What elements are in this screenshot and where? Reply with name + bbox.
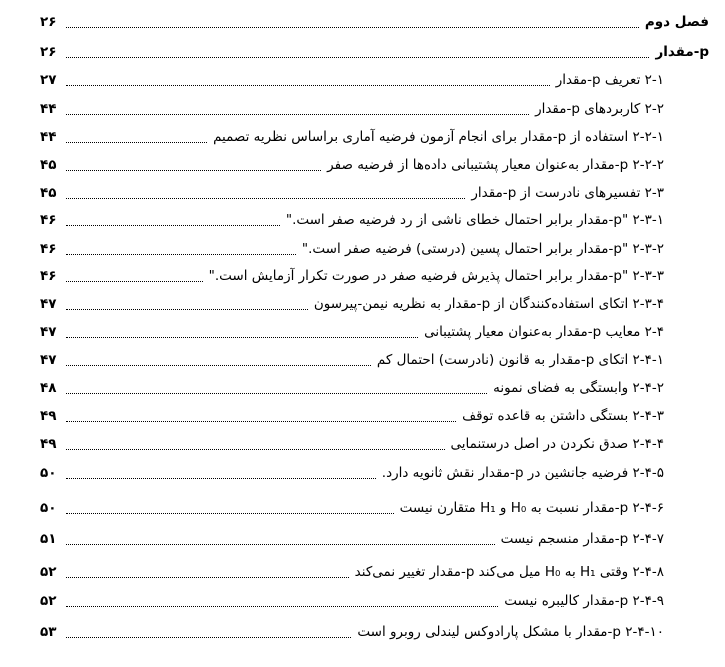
- toc-entry[interactable]: [0, 432, 725, 456]
- toc-entry-title: ۲-۴-۷ p-مقدار منسجم نیست: [497, 529, 664, 549]
- toc-entry-page-number: ۵۱: [40, 531, 57, 547]
- toc-entry-title: ۲-۲ کاربردهای p-مقدار: [531, 99, 664, 119]
- dot-leader: [66, 606, 498, 607]
- dot-leader: [66, 85, 550, 86]
- toc-entry-title: ۲-۳-۱ "p-مقدار برابر احتمال خطای ناشی از رد فرضیه صفر است.": [282, 210, 664, 230]
- toc-entry-title: ۲-۴-۵ فرضیه جانشین در p-مقدار نقش ثانویه دارد.: [378, 463, 664, 483]
- toc-entry-title: ۲-۴-۲ وابستگی به فضای نمونه: [489, 378, 664, 398]
- toc-entry-page-number: ۴۷: [40, 324, 57, 340]
- toc-entry-title: ۲-۴-۱۰ p-مقدار با مشکل پارادوکس لیندلی روبرو است: [353, 622, 664, 642]
- toc-entry[interactable]: [0, 589, 725, 613]
- toc-entry-page-number: ۴۶: [40, 212, 57, 228]
- dot-leader: [66, 449, 445, 450]
- toc-entry-page-number: ۲۷: [40, 72, 57, 88]
- dot-leader: [66, 281, 203, 282]
- dot-leader: [66, 365, 371, 366]
- dot-leader: [66, 142, 207, 143]
- toc-entry-page-number: ۵۳: [40, 624, 57, 640]
- toc-entry[interactable]: [0, 68, 725, 92]
- toc-entry-title: ۲-۳-۴ اتکای استفاده‌کنندگان از p-مقدار به نظریه نیمن-پیرسون: [310, 294, 664, 314]
- toc-entry-page-number: ۴۵: [40, 185, 57, 201]
- toc-entry-title: ۲-۴-۸ وقتی H₁ به H₀ میل می‌کند p-مقدار تغییر نمی‌کند: [351, 562, 664, 582]
- toc-entry-page-number: ۴۷: [40, 352, 57, 368]
- toc-entry[interactable]: [0, 527, 725, 551]
- toc-entry-page-number: ۵۰: [40, 465, 57, 481]
- toc-entry-page-number: ۴۷: [40, 296, 57, 312]
- toc-entry[interactable]: [0, 10, 725, 34]
- dot-leader: [66, 637, 351, 638]
- toc-entry-title: ۲-۴-۴ صدق نکردن در اصل درستنمایی: [447, 434, 664, 454]
- toc-entry-title: ۲-۴-۶ p-مقدار نسبت به H₀ و H₁ متقارن نیست: [396, 498, 664, 518]
- dot-leader: [66, 254, 296, 255]
- dot-leader: [66, 170, 321, 171]
- toc-entry-title: ۲-۳-۳ "p-مقدار برابر احتمال پذیرش فرضیه صفر در صورت تکرار آزمایش است.": [205, 266, 664, 286]
- toc-entry[interactable]: [0, 496, 725, 520]
- toc-entry-page-number: ۲۶: [40, 14, 57, 30]
- toc-entry-title: ۲-۲-۲ p-مقدار به‌عنوان معیار پشتیبانی داده‌ها از فرضیه صفر: [323, 155, 664, 175]
- dot-leader: [66, 114, 529, 115]
- toc-entry-page-number: ۵۲: [40, 593, 57, 609]
- dot-leader: [66, 337, 418, 338]
- toc-entry[interactable]: [0, 153, 725, 177]
- dot-leader: [66, 421, 456, 422]
- toc-entry[interactable]: [0, 264, 725, 288]
- toc-entry[interactable]: [0, 125, 725, 149]
- toc-entry[interactable]: [0, 97, 725, 121]
- toc-entry[interactable]: [0, 461, 725, 485]
- toc-entry-page-number: ۴۶: [40, 268, 57, 284]
- toc-entry-title: ۲-۴-۹ p-مقدار کالیبره نیست: [500, 591, 664, 611]
- toc-entry[interactable]: [0, 620, 725, 644]
- toc-entry[interactable]: [0, 40, 725, 64]
- toc-entry[interactable]: [0, 560, 725, 584]
- toc-entry[interactable]: [0, 320, 725, 344]
- toc-entry[interactable]: [0, 237, 725, 261]
- toc-entry[interactable]: [0, 292, 725, 316]
- toc-entry-title: ۲-۴-۱ اتکای p-مقدار به قانون (نادرست) احتمال کم: [373, 350, 664, 370]
- toc-entry-page-number: ۴۵: [40, 157, 57, 173]
- toc-entry-title: ۲-۴ معایب p-مقدار به‌عنوان معیار پشتیبانی: [420, 322, 664, 342]
- toc-entry[interactable]: [0, 348, 725, 372]
- toc-entry-page-number: ۴۴: [40, 129, 57, 145]
- toc-entry[interactable]: [0, 404, 725, 428]
- dot-leader: [66, 198, 465, 199]
- dot-leader: [66, 544, 495, 545]
- toc-entry-page-number: ۴۶: [40, 241, 57, 257]
- toc-entry-title: فصل دوم: [641, 12, 709, 32]
- toc-entry-page-number: ۵۲: [40, 564, 57, 580]
- dot-leader: [66, 225, 280, 226]
- dot-leader: [66, 309, 308, 310]
- toc-entry-title: ۲-۳ تفسیرهای نادرست از p-مقدار: [467, 183, 664, 203]
- toc-entry-title: ۲-۴-۳ بستگی داشتن به قاعده توقف: [458, 406, 664, 426]
- dot-leader: [66, 513, 394, 514]
- toc-entry-title: p-مقدار: [651, 42, 709, 62]
- toc-entry-title: ۲-۱ تعریف p-مقدار: [552, 70, 664, 90]
- dot-leader: [66, 478, 376, 479]
- toc-entry-page-number: ۴۹: [40, 436, 57, 452]
- toc-entry-title: ۲-۳-۲ "p-مقدار برابر احتمال پسین (درستی) فرضیه صفر است.": [298, 239, 664, 259]
- toc-entry[interactable]: [0, 208, 725, 232]
- dot-leader: [66, 27, 639, 28]
- toc-entry-page-number: ۵۰: [40, 500, 57, 516]
- dot-leader: [66, 57, 649, 58]
- toc-entry-title: ۲-۲-۱ استفاده از p-مقدار برای انجام آزمون فرضیه آماری براساس نظریه تصمیم: [209, 127, 664, 147]
- dot-leader: [66, 577, 349, 578]
- dot-leader: [66, 393, 487, 394]
- toc-entry-page-number: ۴۴: [40, 101, 57, 117]
- toc-entry-page-number: ۴۸: [40, 380, 57, 396]
- toc-entry-page-number: ۲۶: [40, 44, 57, 60]
- toc-entry[interactable]: [0, 181, 725, 205]
- toc-entry-page-number: ۴۹: [40, 408, 57, 424]
- toc-entry[interactable]: [0, 376, 725, 400]
